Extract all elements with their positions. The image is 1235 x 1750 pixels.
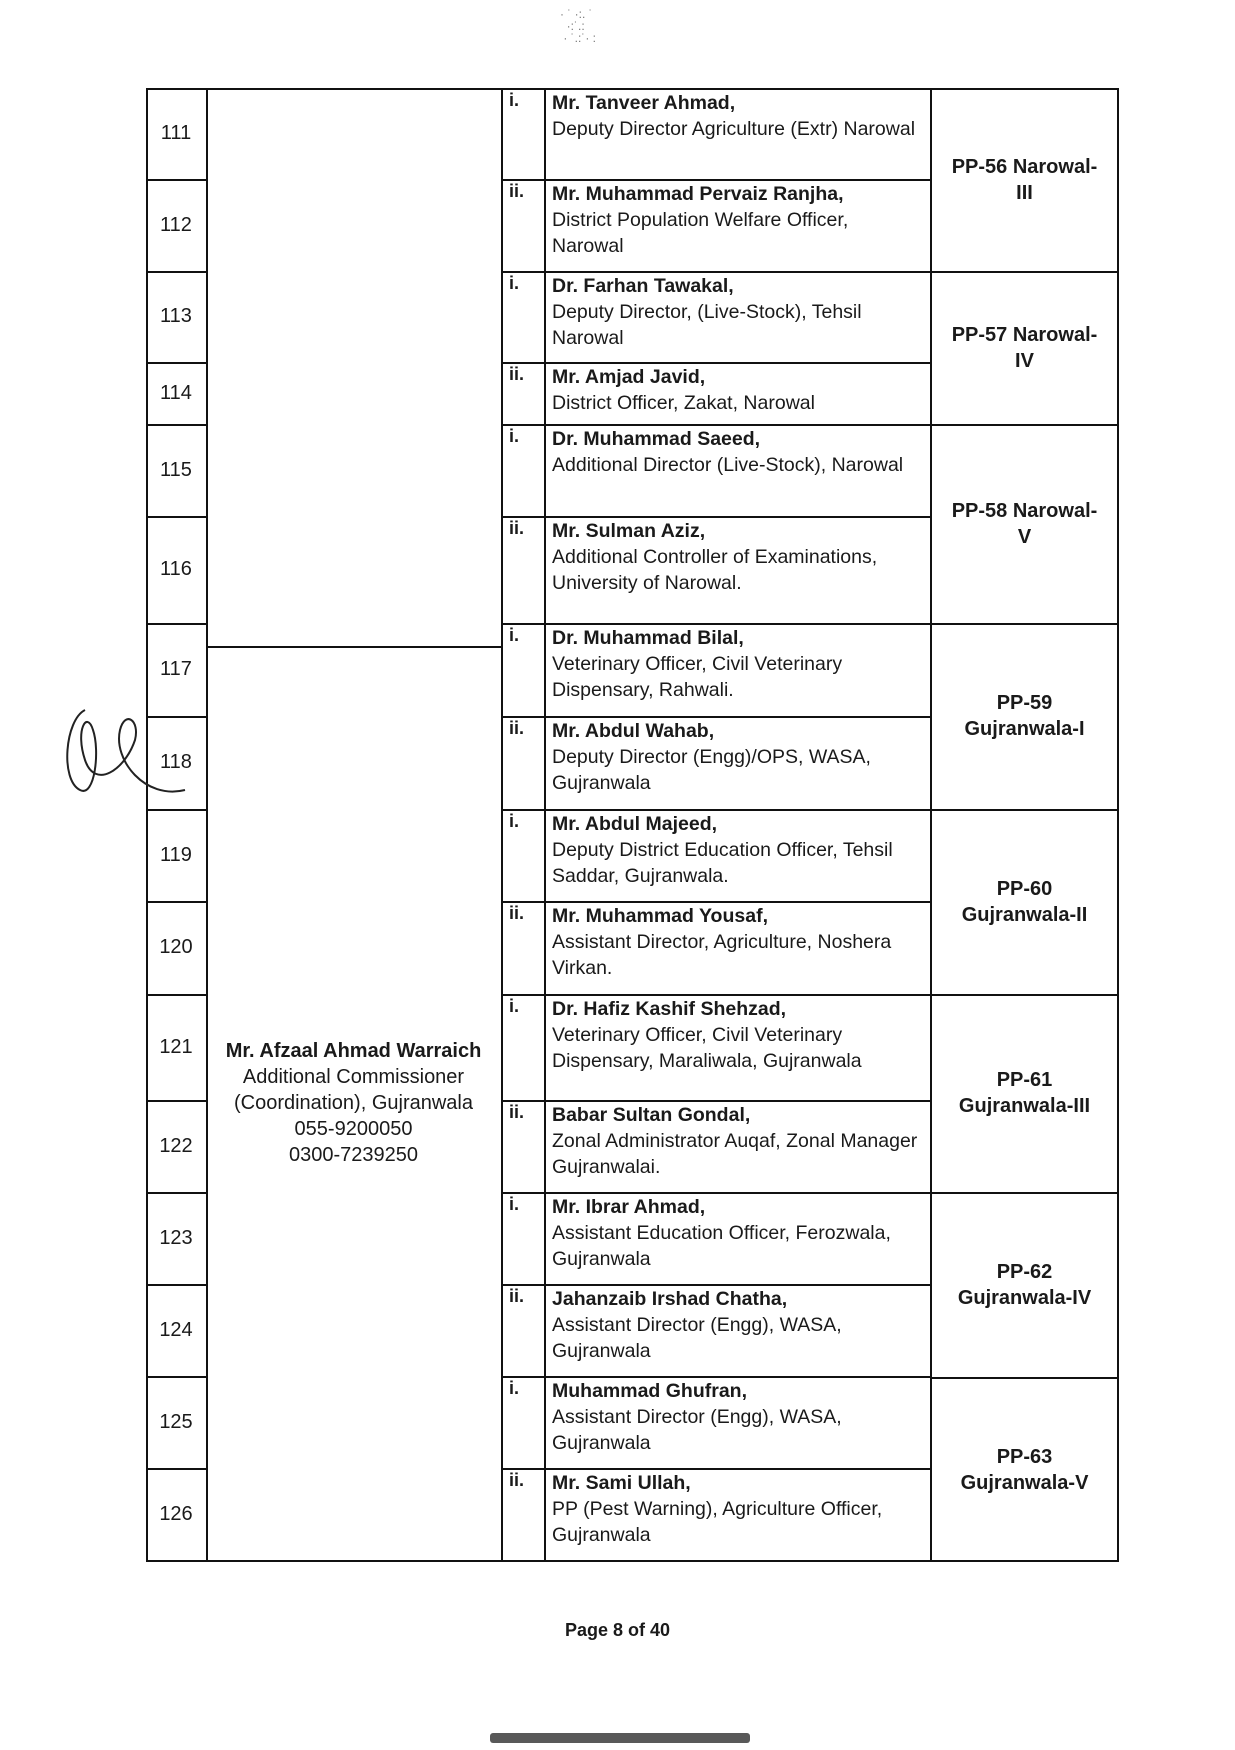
serial-number: 124 <box>159 1318 193 1341</box>
constituency-code: PP-61 <box>996 1069 1053 1091</box>
officer-designation: Deputy Director, (Live-Stock), Tehsil Narowal <box>552 301 862 349</box>
officer-name: Mr. Muhammad Yousaf, <box>552 905 768 927</box>
serial-number: 115 <box>160 458 192 481</box>
officer-designation: Deputy Director Agriculture (Extr) Narowal <box>552 118 916 140</box>
serial-number: 123 <box>159 1226 193 1249</box>
officer-entry <box>544 901 930 994</box>
stamp-smudge-top: · ˙ ·:. ˙ ·:˙.: · ˙.:˙· : <box>560 7 596 45</box>
row-divider <box>501 1376 930 1378</box>
officer-designation: Assistant Director (Engg), WASA, Gujranwala <box>552 1406 842 1454</box>
constituency-divider <box>930 1192 1119 1194</box>
constituency-name: IV <box>1015 349 1034 372</box>
constituency-name: Gujranwala-III <box>958 1095 1091 1117</box>
column-border <box>501 88 503 1562</box>
officer-entry <box>544 1468 930 1560</box>
sub-index: ii. <box>509 1102 525 1122</box>
officer-name: Babar Sultan Gondal, <box>552 1104 751 1126</box>
serial-number: 118 <box>160 751 192 773</box>
constituency-divider <box>930 623 1119 625</box>
officer-designation: Veterinary Officer, Civil Veterinary Dispensary, Rahwali. <box>552 653 843 701</box>
serial-number: 122 <box>159 1134 193 1157</box>
serial-number: 114 <box>160 381 192 404</box>
handwritten-initial <box>55 690 195 820</box>
officer-designation: Additional Director (Live-Stock), Narowal <box>552 454 904 476</box>
constituency-cell <box>930 1377 1119 1562</box>
officer-name: Mr. Tanveer Ahmad, <box>552 92 736 114</box>
sub-index: ii. <box>509 1286 525 1306</box>
serial-number: 117 <box>160 658 192 680</box>
supervisor-cell <box>206 646 501 1560</box>
sub-index: ii. <box>509 903 525 923</box>
officer-entry <box>544 362 930 424</box>
constituency-divider <box>930 424 1119 426</box>
officer-entry <box>544 1192 930 1284</box>
row-divider <box>501 179 930 181</box>
officer-designation: Assistant Director, Agriculture, Noshera Virkan. <box>552 931 892 979</box>
sub-index: i. <box>509 811 520 831</box>
row-divider <box>146 1376 206 1378</box>
serial-number: 116 <box>160 558 192 580</box>
officer-name: Jahanzaib Irshad Chatha, <box>552 1288 788 1310</box>
officer-name: Mr. Abdul Majeed, <box>552 813 718 835</box>
supervisor-name: Mr. Afzaal Ahmad Warraich <box>225 1040 482 1062</box>
constituency-name: Gujranwala-IV <box>957 1286 1092 1309</box>
sub-index: i. <box>509 90 520 110</box>
row-divider <box>146 901 206 903</box>
constituency-label <box>964 690 1084 742</box>
row-divider <box>146 1100 206 1102</box>
officer-entry <box>544 1376 930 1468</box>
stamp-smudge-bottom <box>490 1733 750 1743</box>
constituency-divider <box>930 994 1119 996</box>
constituency-label <box>952 322 1098 374</box>
row-divider <box>146 362 206 364</box>
constituency-label <box>958 1259 1091 1311</box>
officer-entry <box>544 1284 930 1376</box>
row-divider <box>501 362 930 364</box>
constituency-label <box>952 498 1098 550</box>
constituency-cell <box>930 88 1119 271</box>
officer-designation: Assistant Education Officer, Ferozwala, Gujranwala <box>552 1222 891 1270</box>
officer-entry <box>544 994 930 1100</box>
officer-name: Dr. Muhammad Bilal, <box>552 627 744 649</box>
officer-designation: District Population Welfare Officer, Narowal <box>552 209 849 257</box>
constituency-name: Gujranwala-V <box>960 1471 1089 1494</box>
sub-index: ii. <box>509 718 525 738</box>
serial-number: 120 <box>159 936 193 958</box>
officer-designation: District Officer, Zakat, Narowal <box>552 392 815 414</box>
column-border <box>1117 88 1119 1562</box>
officer-name: Mr. Amjad Javid, <box>552 366 706 388</box>
table-top-border <box>146 88 1119 90</box>
constituency-divider <box>930 809 1119 811</box>
constituency-name: Gujranwala-I <box>964 718 1085 740</box>
sub-index: i. <box>509 1378 520 1398</box>
constituency-cell <box>930 424 1119 623</box>
sub-index: ii. <box>509 181 525 201</box>
constituency-label <box>961 1444 1089 1496</box>
officer-entry <box>544 88 930 179</box>
row-divider <box>501 1284 930 1286</box>
constituency-name: V <box>1017 525 1032 548</box>
column-border <box>930 88 932 1562</box>
officer-entry <box>544 809 930 901</box>
supervisor-phone: 055-9200050 <box>294 1118 413 1140</box>
row-divider <box>146 623 206 625</box>
supervisor-designation: Additional Commissioner (Coordination), Gujranwala <box>233 1066 473 1114</box>
constituency-cell <box>930 994 1119 1192</box>
officer-entry <box>544 623 930 716</box>
column-border <box>146 88 148 1562</box>
serial-number: 113 <box>160 305 192 327</box>
officer-designation: Additional Controller of Examinations, University of Narowal. <box>552 546 878 594</box>
row-divider <box>146 1192 206 1194</box>
row-divider <box>146 1284 206 1286</box>
constituency-code: PP-63 <box>996 1445 1053 1468</box>
officer-entry <box>544 716 930 809</box>
officer-name: Mr. Abdul Wahab, <box>552 720 715 742</box>
serial-number: 111 <box>160 122 192 144</box>
supervisor-details <box>206 1038 501 1168</box>
column-border <box>206 88 208 1562</box>
row-divider <box>146 179 206 181</box>
constituency-name: III <box>1016 181 1033 204</box>
constituency-cell <box>930 809 1119 994</box>
row-divider <box>146 271 206 273</box>
officer-designation: Deputy Director (Engg)/OPS, WASA, Gujranwala <box>552 746 871 794</box>
officer-name: Dr. Muhammad Saeed, <box>552 428 761 450</box>
officer-name: Mr. Ibrar Ahmad, <box>552 1196 706 1218</box>
officer-name: Dr. Farhan Tawakal, <box>552 275 734 297</box>
serial-number: 121 <box>159 1035 193 1058</box>
constituency-label <box>959 1067 1090 1119</box>
row-divider <box>146 424 206 426</box>
officer-name: Mr. Sulman Aziz, <box>552 520 706 542</box>
constituency-label <box>962 876 1088 928</box>
sub-index: i. <box>509 426 520 446</box>
row-divider <box>146 1468 206 1470</box>
constituency-cell <box>930 1192 1119 1377</box>
row-divider <box>501 271 930 273</box>
serial-number: 119 <box>160 843 192 866</box>
serial-number: 112 <box>160 213 192 236</box>
officer-designation: Zonal Administrator Auqaf, Zonal Manager Gujranwalai. <box>552 1130 918 1178</box>
officer-entry <box>544 1100 930 1192</box>
row-divider <box>501 901 930 903</box>
row-divider <box>501 516 930 518</box>
supervisor-divider <box>206 646 501 648</box>
constituency-name: Gujranwala-II <box>961 903 1088 926</box>
officer-designation: PP (Pest Warning), Agriculture Officer, Gujranwala <box>552 1498 883 1546</box>
row-divider <box>146 994 206 996</box>
sub-index: i. <box>509 273 520 293</box>
serial-number: 126 <box>159 1502 193 1525</box>
constituency-cell <box>930 271 1119 424</box>
page-number: Page 8 of 40 <box>564 1620 671 1640</box>
officer-name: Mr. Muhammad Pervaiz Ranjha, <box>552 183 844 205</box>
row-divider <box>146 516 206 518</box>
row-divider <box>501 424 930 426</box>
constituency-code: PP-57 Narowal- <box>951 323 1098 346</box>
officer-name: Dr. Hafiz Kashif Shehzad, <box>552 998 787 1020</box>
column-border <box>544 88 546 1562</box>
sub-index: ii. <box>509 364 525 384</box>
sub-index: i. <box>509 1194 520 1214</box>
officer-name: Muhammad Ghufran, <box>552 1380 748 1402</box>
sub-index: i. <box>509 996 520 1016</box>
row-divider <box>501 623 930 625</box>
officer-entry <box>544 516 930 623</box>
constituency-divider <box>930 271 1119 273</box>
constituency-cell <box>930 623 1119 809</box>
row-divider <box>501 716 930 718</box>
supervisor-mobile: 0300-7239250 <box>288 1144 418 1166</box>
row-divider <box>501 1468 930 1470</box>
officer-name: Mr. Sami Ullah, <box>552 1472 691 1494</box>
constituency-label <box>952 154 1098 206</box>
row-divider <box>501 1192 930 1194</box>
sub-index: i. <box>509 625 520 645</box>
sub-index: ii. <box>509 1470 525 1490</box>
row-divider <box>501 809 930 811</box>
row-divider <box>501 994 930 996</box>
constituency-code: PP-59 <box>996 692 1053 714</box>
constituency-code: PP-62 <box>996 1260 1053 1283</box>
constituency-code: PP-58 Narowal- <box>951 499 1098 522</box>
officer-designation: Veterinary Officer, Civil Veterinary Dispensary, Maraliwala, Gujranwala <box>552 1024 862 1072</box>
officer-designation: Assistant Director (Engg), WASA, Gujranwala <box>552 1314 842 1362</box>
constituency-code: PP-60 <box>996 877 1053 900</box>
serial-number: 125 <box>159 1410 193 1433</box>
constituency-code: PP-56 Narowal- <box>951 155 1098 178</box>
officer-entry <box>544 424 930 516</box>
sub-index: ii. <box>509 518 525 538</box>
officers-table <box>146 88 1119 1554</box>
table-bottom-border <box>146 1560 1119 1562</box>
officer-entry <box>544 271 930 362</box>
officer-entry <box>544 179 930 271</box>
officer-designation: Deputy District Education Officer, Tehsil Saddar, Gujranwala. <box>552 839 893 887</box>
row-divider <box>501 1100 930 1102</box>
constituency-divider <box>930 1377 1119 1379</box>
